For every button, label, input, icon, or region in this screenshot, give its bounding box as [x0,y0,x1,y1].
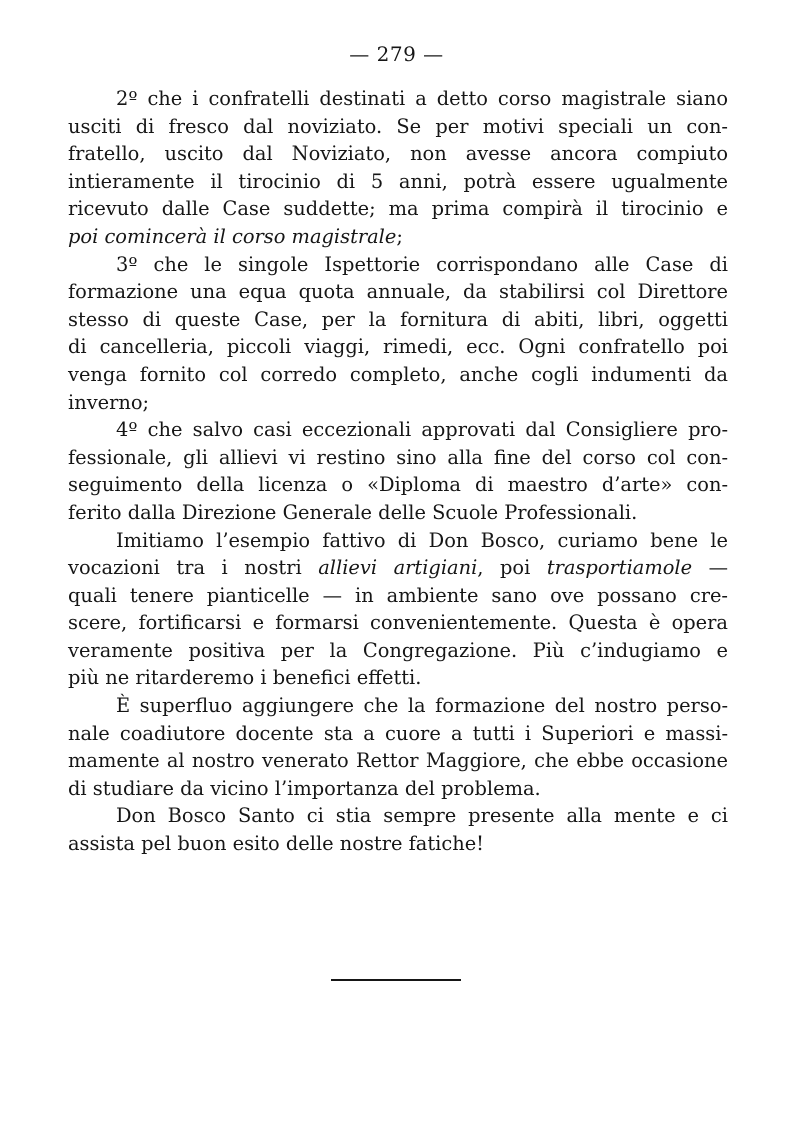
text-line: scere, fortificarsi e formarsi convenientemente. Questa è opera [68,611,728,635]
text-line: ferito dalla Direzione Generale delle Scuole Professionali. [68,500,638,524]
text-line: quali tenere pianticelle — in ambiente sano ove possano cre- [68,583,728,607]
text-line: 4º che salvo casi eccezionali approvati dal Consigliere pro- [116,418,728,442]
paragraph-superfluo [68,692,728,802]
text-line: È superfluo aggiungere che la formazione del nostro perso- [116,694,728,718]
text-line: Don Bosco Santo ci stia sempre presente alla mente e ci [116,804,728,828]
text-line: più ne ritarderemo i benefici effetti. [68,666,422,690]
section-end-rule [331,979,461,981]
line-text: — [692,556,729,580]
text-line: intieramente il tirocinio di 5 anni, potrà essere ugualmente [68,169,728,193]
body-text [68,85,728,858]
text-line: nale coadiutore docente sta a cuore a tutti i Superiori e massi- [68,721,728,745]
paragraph-item-4 [68,416,728,526]
line-text: , poi [477,556,547,580]
line-text: vocazioni tra i nostri [68,556,319,580]
text-line: di cancelleria, piccoli viaggi, rimedi, ecc. Ogni confratello poi [68,335,728,359]
text-line: assista pel buon esito delle nostre fatiche! [68,832,484,856]
text-line [68,554,728,582]
text-line: formazione una equa quota annuale, da stabilirsi col Direttore [68,280,728,304]
text-line: 2º che i confratelli destinati a detto corso magistrale siano [116,87,728,110]
text-line: veramente positiva per la Congregazione. Più c’indugiamo e [68,638,728,662]
text-line: stesso di queste Case, per la fornitura di abiti, libri, oggetti [68,307,728,331]
italic-text: allievi artigiani [318,556,478,580]
text-line: mamente al nostro venerato Rettor Maggiore, che ebbe occasione [68,749,728,773]
text-line: seguimento della licenza o «Diploma di maestro d’arte» con- [68,473,728,497]
text-line: Imitiamo l’esempio fattivo di Don Bosco, curiamo bene le [116,528,728,552]
text-line: venga fornito col corredo completo, anche cogli indumenti da [68,362,728,386]
text-line: usciti di fresco dal noviziato. Se per motivi speciali un con- [68,114,728,138]
italic-text: trasportiamole [546,556,693,580]
line-text: ; [396,224,403,248]
text-line: 3º che le singole Ispettorie corrispondano alle Case di [116,252,728,276]
text-line [68,223,728,251]
paragraph-item-2 [68,85,728,251]
text-line: fratello, uscito dal Noviziato, non avesse ancora compiuto [68,142,728,166]
paragraph-don-bosco [68,802,728,857]
italic-text: poi comincerà il corso magistrale [68,224,397,248]
text-line: di studiare da vicino l’importanza del problema. [68,776,541,800]
paragraph-item-3 [68,251,728,417]
page-number: — 279 — [349,42,444,66]
text-line: fessionale, gli allievi vi restino sino alla fine del corso col con- [68,445,728,469]
text-line: ricevuto dalle Case suddette; ma prima compirà il tirocinio e [68,197,728,221]
paragraph-imitiamo [68,527,728,693]
text-line: inverno; [68,390,150,414]
